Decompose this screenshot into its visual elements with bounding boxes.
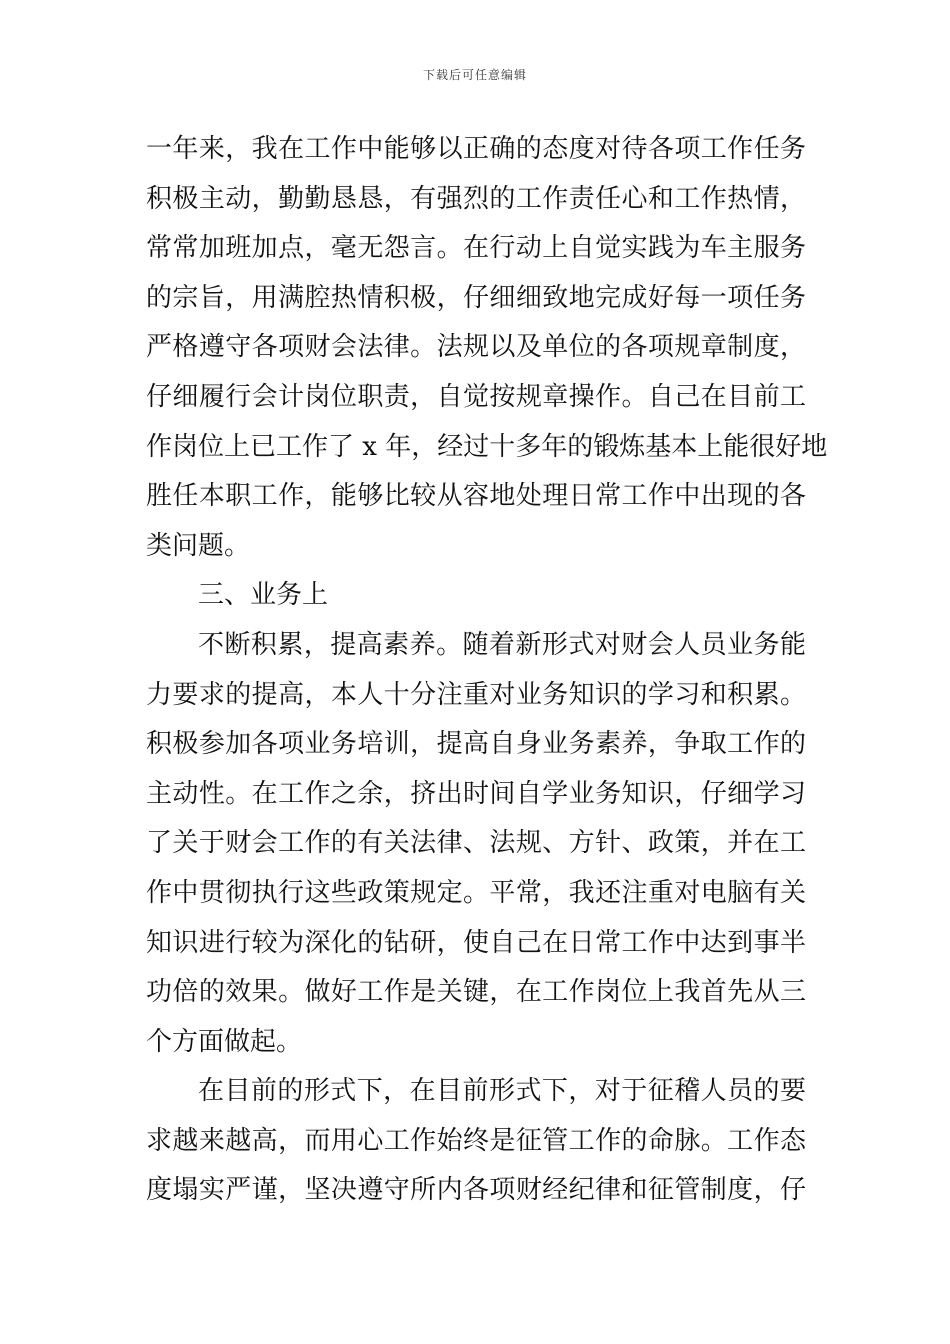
text-line: 了关于财会工作的有关法律、法规、方针、政策，并在工 — [146, 828, 806, 859]
text-line: 胜任本职工作，能够比较从容地处理日常工作中出现的各 — [146, 481, 806, 512]
text-line: 仔细履行会计岗位职责，自觉按规章操作。自己在目前工 — [146, 381, 806, 412]
text-line: 作岗位上已工作了 x 年，经过十多年的锻炼基本上能很好地 — [146, 431, 828, 462]
text-line: 积极主动，勤勤恳恳，有强烈的工作责任心和工作热情， — [146, 183, 806, 214]
text-line: 不断积累，提高素养。随着新形式对财会人员业务能 — [198, 629, 806, 660]
text-line: 作中贯彻执行这些政策规定。平常，我还注重对电脑有关 — [146, 877, 806, 908]
text-line: 在目前的形式下，在目前形式下，对于征稽人员的要 — [198, 1076, 806, 1107]
text-line: 常常加班加点，毫无怨言。在行动上自觉实践为车主服务 — [146, 233, 806, 264]
text-line: 的宗旨，用满腔热情积极，仔细细致地完成好每一项任务 — [146, 282, 806, 313]
text-line: 求越来越高，而用心工作始终是征管工作的命脉。工作态 — [146, 1125, 806, 1156]
text-line: 知识进行较为深化的钻研，使自己在日常工作中达到事半 — [146, 927, 806, 958]
text-line: 主动性。在工作之余，挤出时间自学业务知识，仔细学习 — [146, 778, 806, 809]
text-line: 类问题。 — [146, 530, 251, 561]
text-line: 度塌实严谨，坚决遵守所内各项财经纪律和征管制度，仔 — [146, 1175, 806, 1206]
text-line: 一年来，我在工作中能够以正确的态度对待各项工作任务 — [146, 134, 806, 164]
text-line: 个方面做起。 — [146, 1026, 303, 1057]
download-note: 下载后可任意编辑 — [422, 68, 527, 82]
text-line: 力要求的提高，本人十分注重对业务知识的学习和积累。 — [146, 679, 806, 710]
text-line: 积极参加各项业务培训，提高自身业务素养，争取工作的 — [146, 729, 806, 760]
document-body — [146, 125, 828, 1216]
text-line: 严格遵守各项财会法律。法规以及单位的各项规章制度， — [146, 332, 806, 363]
text-line: 功倍的效果。做好工作是关键，在工作岗位上我首先从三 — [146, 977, 806, 1008]
section-heading: 三、业务上 — [198, 580, 329, 611]
